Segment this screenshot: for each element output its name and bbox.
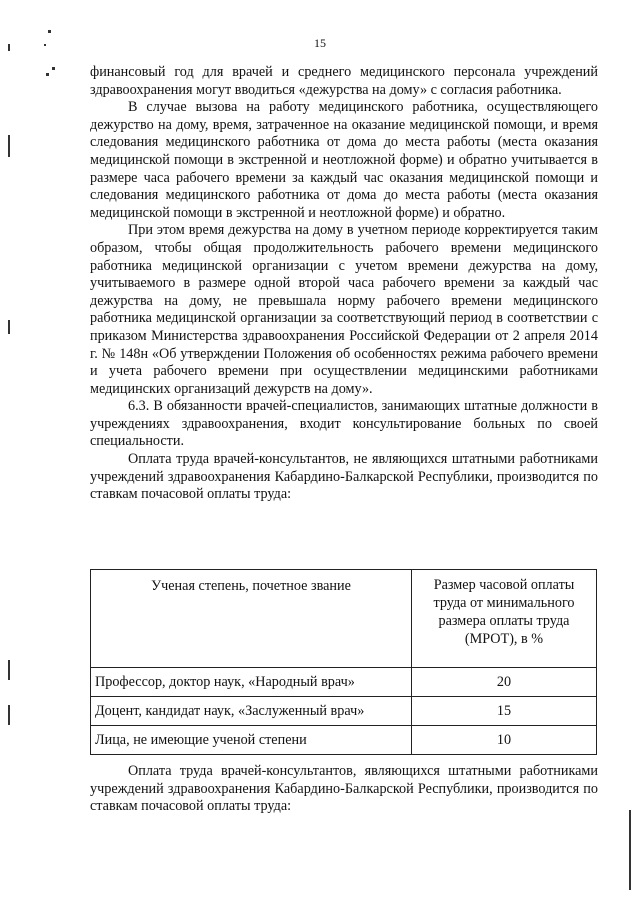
scan-mark	[8, 660, 10, 680]
rates-table	[90, 569, 597, 755]
table-cell-value: 15	[412, 697, 597, 726]
table-header-cell: Размер часовой оплаты труда от минимального размера оплаты труда (МРОТ), в %	[412, 570, 597, 668]
scan-mark	[8, 320, 10, 334]
table-cell-title: Профессор, доктор наук, «Народный врач»	[91, 668, 412, 697]
table-row	[91, 668, 597, 697]
table-cell-title: Доцент, кандидат наук, «Заслуженный врач»	[91, 697, 412, 726]
closing-text	[90, 763, 598, 816]
scan-mark	[44, 44, 46, 46]
page-number: 15	[314, 36, 326, 50]
paragraph: Оплата труда врачей-консультантов, являющихся штатными работниками учреждений здравоохранения Кабардино-Балкарской Республики, производится по ставкам почасовой оплаты труда:	[90, 763, 598, 815]
scan-mark	[8, 135, 10, 157]
scan-mark	[48, 30, 51, 33]
table-header-row	[91, 570, 597, 668]
paragraph: Оплата труда врачей-консультантов, не являющихся штатными работниками учреждений здравоохранения Кабардино-Балкарской Республики, производится по ставкам почасовой оплаты труда:	[90, 451, 598, 503]
paragraph: При этом время дежурства на дому в учетном периоде корректируется таким образом, чтобы общая продолжительность рабочего времени медицинского работника медицинской организации с учетом времени дежурства на дому, учитываемого в размере одной второй часа рабочего времени за каждый час дежурства на дому, не превышала норму рабочего времени медицинского работника медицинской организации за соответствующий период в соответствии с приказом Министерства здравоохранения Российской Федерации от 2 апреля 2014 г. № 148н «Об утверждении Положения об особенностях режима рабочего времени и учета рабочего времени при осуществлении медицинскими работниками медицинских организаций дежурств на дому».	[90, 222, 598, 397]
scan-mark	[629, 810, 631, 890]
paragraph: В случае вызова на работу медицинского работника, осуществляющего дежурство на дому, время, затраченное на оказание медицинской помощи, и время следования медицинского работника от дома до места работы (места оказания медицинской помощи в экстренной и неотложной форме) и обратно учитывается в размере часа рабочего времени за каждый час оказания медицинской помощи и следования медицинского работника от дома до места работы (места оказания медицинской помощи в экстренной и неотложной форме) и обратно.	[90, 99, 598, 221]
table-cell-value: 20	[412, 668, 597, 697]
body-text	[90, 64, 598, 504]
scan-mark	[52, 67, 55, 70]
paragraph: 6.3. В обязанности врачей-специалистов, занимающих штатные должности в учреждениях здравоохранения, входит консультирование больных по своей специальности.	[90, 398, 598, 450]
table-row	[91, 697, 597, 726]
table-cell-value: 10	[412, 726, 597, 755]
table-cell-title: Лица, не имеющие ученой степени	[91, 726, 412, 755]
table-row	[91, 726, 597, 755]
paragraph: финансовый год для врачей и среднего медицинского персонала учреждений здравоохранения могут вводиться «дежурства на дому» с согласия работника.	[90, 64, 598, 98]
scan-mark	[8, 44, 10, 51]
scan-mark	[46, 73, 49, 76]
table-header-cell: Ученая степень, почетное звание	[91, 570, 412, 668]
scan-mark	[8, 705, 10, 725]
